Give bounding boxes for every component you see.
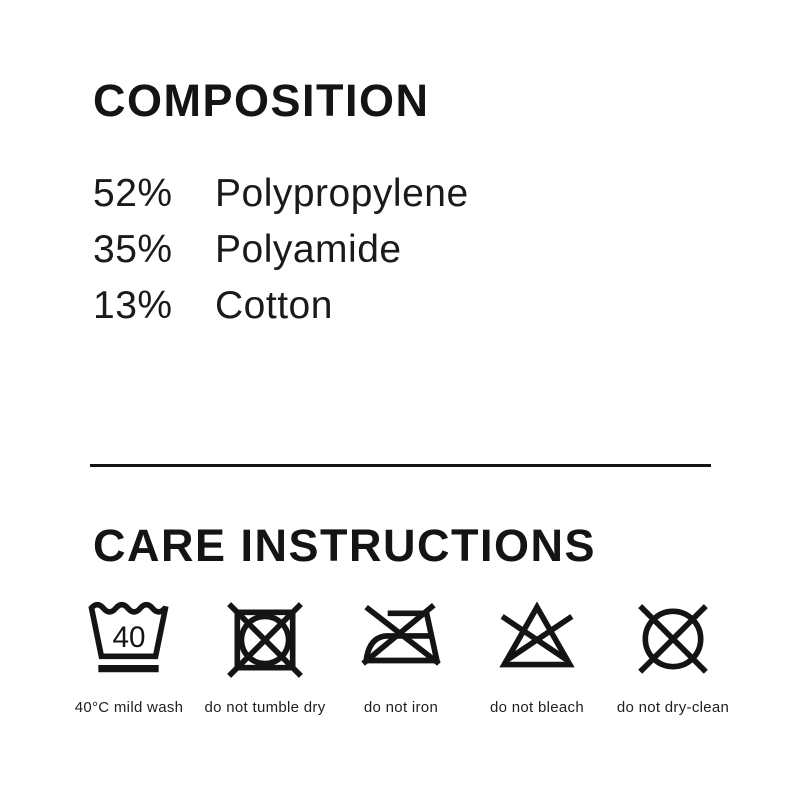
do-not-dry-clean-icon: [632, 599, 714, 681]
care-caption: do not tumble dry: [204, 699, 326, 716]
care-caption: do not iron: [363, 699, 439, 716]
composition-material: Polyamide: [215, 228, 402, 271]
care-symbol-wash: [61, 599, 197, 716]
composition-material: Cotton: [215, 284, 333, 327]
care-caption: do not dry-clean: [616, 699, 730, 716]
composition-row: [93, 228, 800, 284]
composition-percent: 35%: [93, 228, 173, 271]
care-symbols-row: [61, 599, 741, 716]
care-instructions-title: CARE INSTRUCTIONS: [93, 520, 597, 571]
composition-percent: 13%: [93, 284, 173, 327]
composition-title: COMPOSITION: [93, 75, 430, 126]
composition-material: Polypropylene: [215, 172, 469, 215]
section-divider: [90, 464, 711, 467]
wash-40-tub-icon: [84, 599, 174, 681]
care-symbol-bleach: [469, 599, 605, 716]
care-caption: do not bleach: [490, 699, 584, 716]
composition-percent: 52%: [93, 172, 173, 215]
composition-row: [93, 284, 800, 340]
care-symbol-tumble-dry: [197, 599, 333, 716]
composition-row: [93, 172, 800, 228]
care-symbol-iron: [333, 599, 469, 716]
care-symbol-dry-clean: [605, 599, 741, 716]
care-caption: 40°C mild wash: [74, 699, 184, 716]
composition-list: [93, 172, 800, 340]
svg-text:40: 40: [112, 621, 146, 655]
do-not-iron-icon: [360, 599, 442, 681]
do-not-bleach-icon: [496, 599, 578, 681]
do-not-tumble-dry-icon: [224, 599, 306, 681]
